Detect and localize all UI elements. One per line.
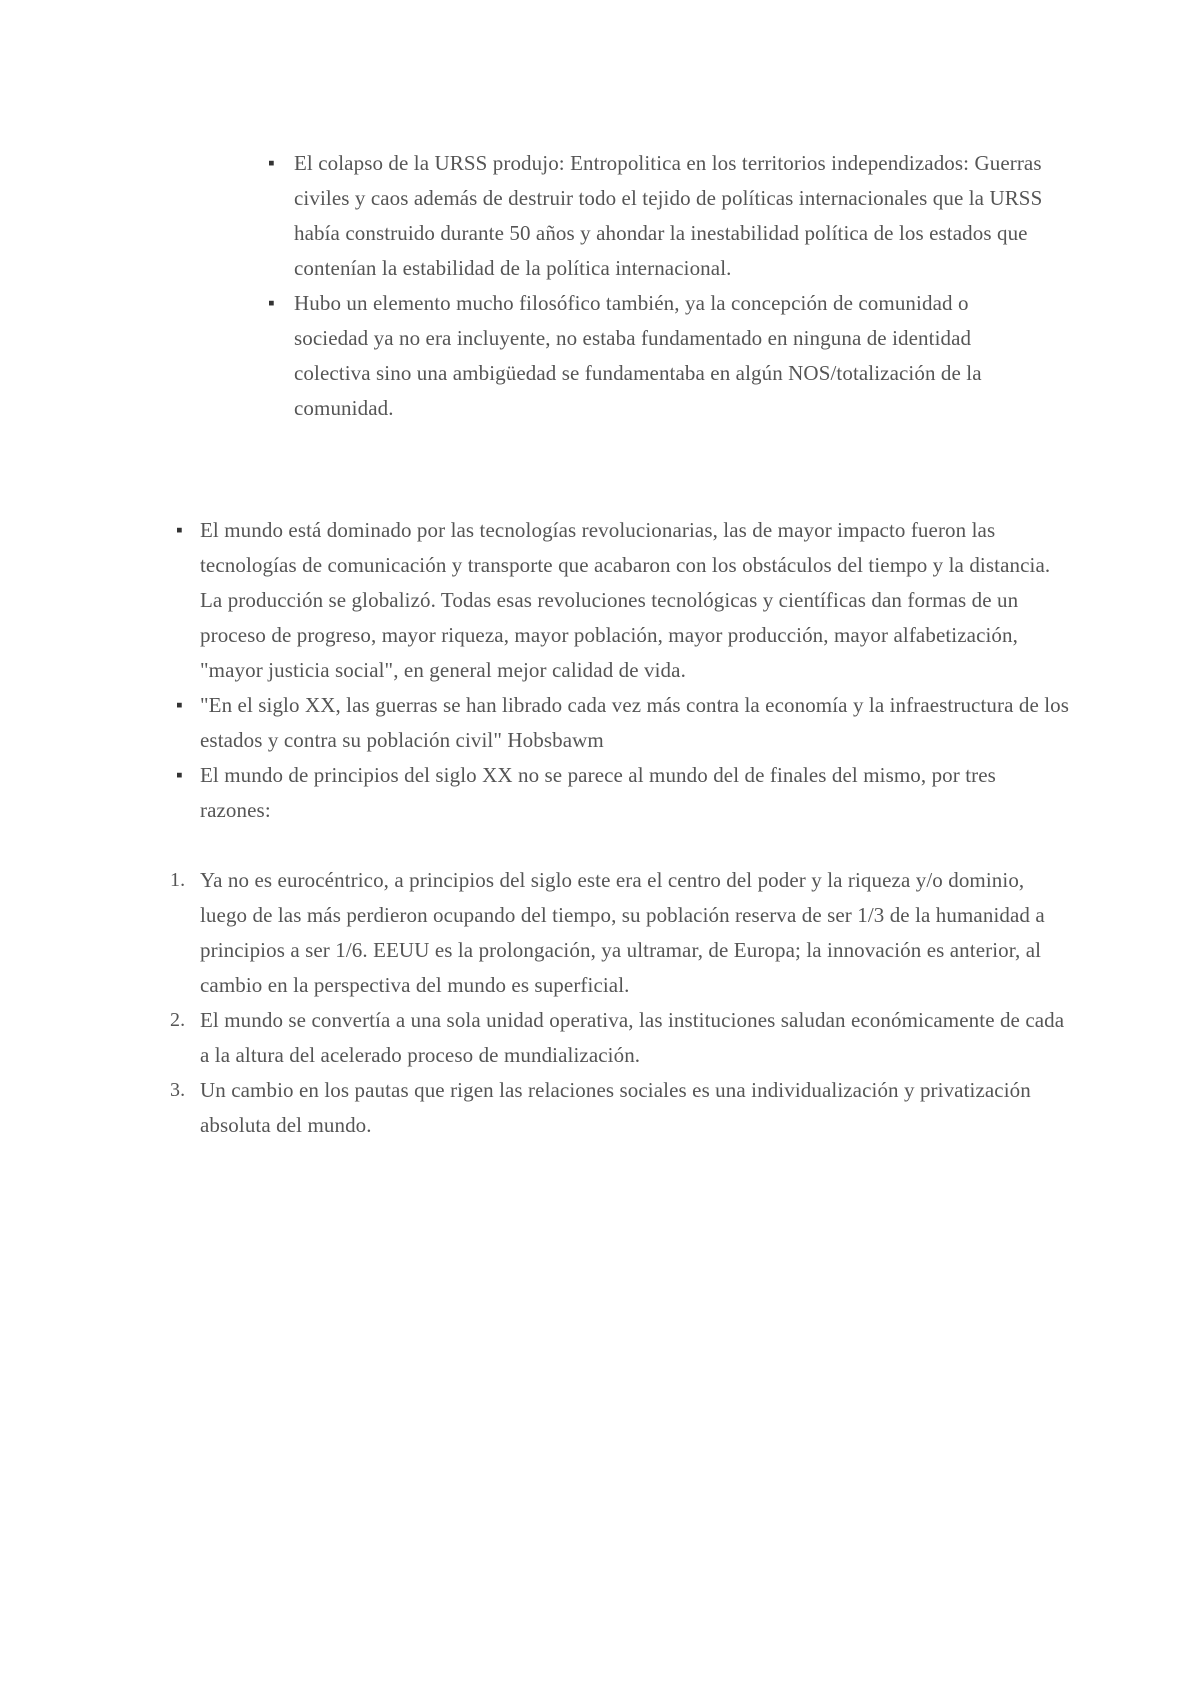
list-number: 3. — [170, 1079, 186, 1101]
list-item — [170, 1003, 1070, 1073]
square-bullet-icon: ▪ — [176, 520, 183, 541]
list-item — [170, 1073, 1070, 1143]
square-bullet-icon: ▪ — [268, 293, 275, 314]
list-item-text: "En el siglo XX, las guerras se han librado cada vez más contra la economía y la infraestructura de los estados y contra su población civil" Hobsbawm — [200, 693, 1070, 752]
list-number: 1. — [170, 869, 186, 891]
list-item — [268, 146, 1048, 286]
main-bullet-list — [170, 513, 1070, 828]
numbered-list — [170, 863, 1070, 1143]
list-item — [170, 758, 1070, 828]
list-item-text: Un cambio en los pautas que rigen las relaciones sociales es una individualización y privatización absoluta del mundo. — [200, 1078, 1031, 1137]
square-bullet-icon: ▪ — [176, 765, 183, 786]
list-item-text: El colapso de la URSS produjo: Entropolitica en los territorios independizados: Guerras civiles y caos además de destruir todo el tejido de políticas internacionales que la URSS había construido durante 50 años y ahondar la inestabilidad política de los estados que contenían la estabilidad de la política internacional. — [294, 151, 1043, 280]
square-bullet-icon: ▪ — [176, 695, 183, 716]
list-item-text: El mundo está dominado por las tecnologías revolucionarias, las de mayor impacto fueron las tecnologías de comunicación y transporte que acabaron con los obstáculos del tiempo y la distancia. La producción se globalizó. Todas esas revoluciones tecnológicas y científicas dan formas de un proceso de progreso, mayor riqueza, mayor población, mayor producción, mayor alfabetización, "mayor justicia social", en general mejor calidad de vida. — [200, 518, 1051, 682]
square-bullet-icon: ▪ — [268, 153, 275, 174]
list-item-text: El mundo de principios del siglo XX no se parece al mundo del de finales del mismo, por tres razones: — [200, 763, 996, 822]
sub-bullet-list — [268, 146, 1048, 426]
list-item — [170, 688, 1070, 758]
list-item-text: Ya no es eurocéntrico, a principios del siglo este era el centro del poder y la riqueza y/o dominio, luego de las más perdieron ocupando del tiempo, su población reserva de ser 1/3 de la humanidad a principios a ser 1/6. EEUU es la prolongación, ya ultramar, de Europa; la innovación es anterior, al cambio en la perspectiva del mundo es superficial. — [200, 868, 1045, 997]
list-item-text: Hubo un elemento mucho filosófico también, ya la concepción de comunidad o sociedad ya no era incluyente, no estaba fundamentado en ninguna de identidad colectiva sino una ambigüedad se fundamentaba en algún NOS/totalización de la comunidad. — [294, 291, 982, 420]
list-item — [170, 863, 1070, 1003]
list-item — [268, 286, 1048, 426]
list-item — [170, 513, 1070, 688]
list-item-text: El mundo se convertía a una sola unidad operativa, las instituciones saludan económicamente de cada a la altura del acelerado proceso de mundialización. — [200, 1008, 1065, 1067]
list-number: 2. — [170, 1009, 186, 1031]
